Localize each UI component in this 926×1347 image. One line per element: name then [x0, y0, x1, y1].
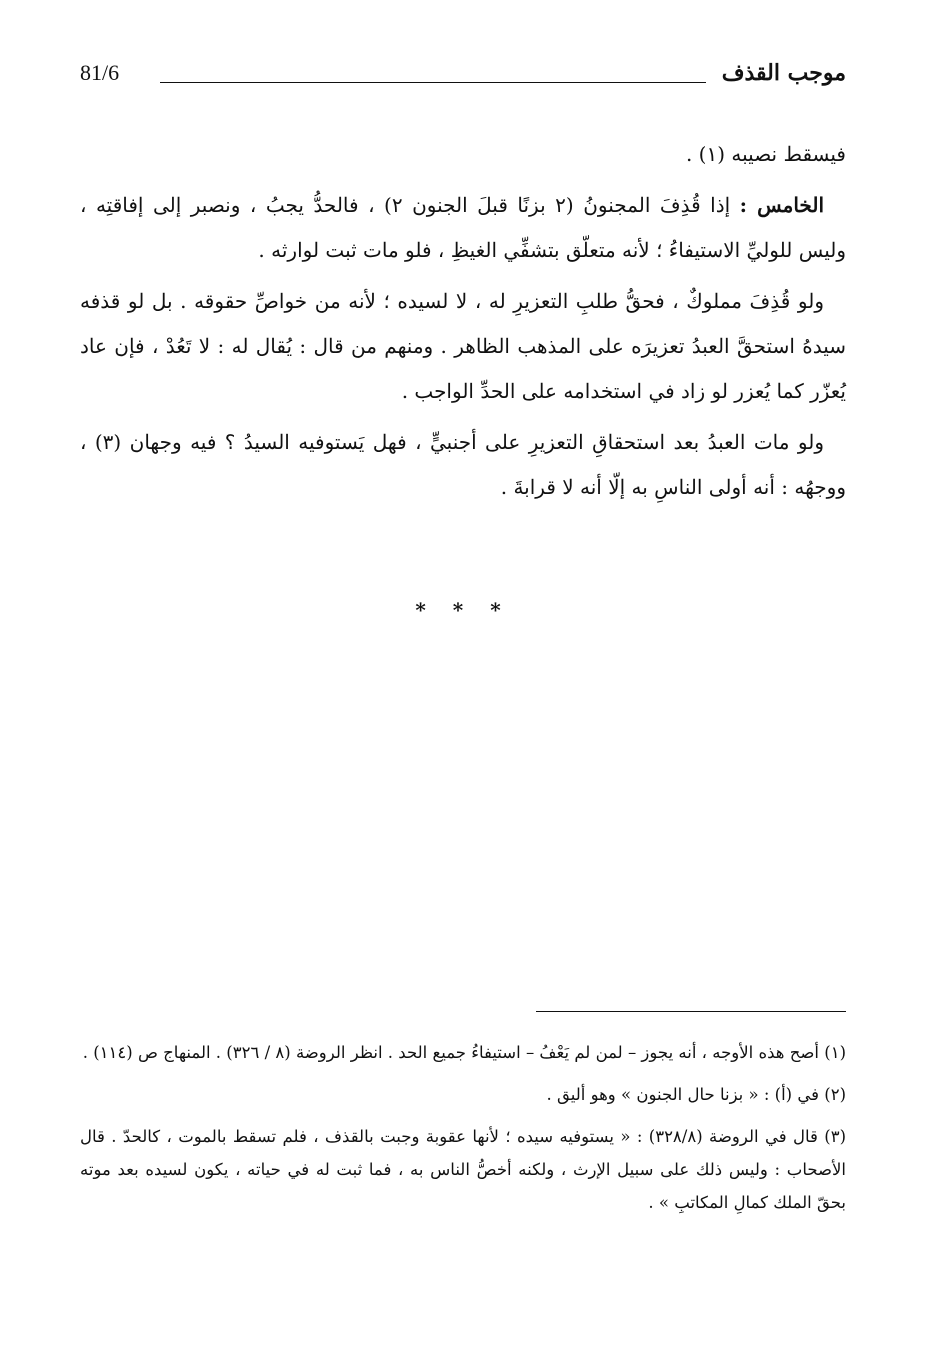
- main-text: [80, 132, 846, 516]
- footnote-1: (١) أصح هذه الأوجه ، أنه يجوز – لمن لم يَعْفُ – استيفاءُ جميع الحد . انظر الروضة (٨ / ٣٢٦) . المنهاج ص (١١٤) .: [82, 1043, 846, 1062]
- paragraph-1: فيسقط نصيبه (١) .: [685, 142, 846, 166]
- paragraph-2: [80, 183, 846, 273]
- footnotes: [80, 1036, 846, 1228]
- paragraph-2-lead: الخامس :: [739, 193, 824, 217]
- footnote-2: (٢) في (أ) : « بزنا حال الجنون » وهو أليق .: [546, 1085, 846, 1104]
- running-header: [80, 60, 846, 94]
- footnote-3: (٣) قال في الروضة (٣٢٨/٨) : « يستوفيه سيده ؛ لأنها عقوبة وجبت بالقذف ، فلم تسقط بالموت ، كالحدّ . قال الأصحاب : وليس ذلك على سبيل الإرث ، ولكنه أخصُّ الناس به ، فما ثبت له في حياته ، يكون لسيده بعد موته بحقّ الملك كمالِ المكاتبِ » .: [80, 1127, 846, 1212]
- header-rule: [160, 82, 706, 83]
- section-separator: * * *: [415, 598, 511, 622]
- paragraph-4: ولو مات العبدُ بعد استحقاقِ التعزيرِ على أجنبيٍّ ، فهل يَستوفيه السيدُ ؟ فيه وجهان (٣) ، ووجهُه : أنه أولى الناسِ به إلّا أنه لا قرابةَ .: [80, 430, 846, 499]
- page-number: 81/6: [80, 60, 120, 85]
- paragraph-2-text: إذا قُذِفَ المجنونُ (٢ بزنًا قبلَ الجنون ٢) ، فالحدُّ يجبُ ، ونصبر إلى إفاقتِه ، وليس للوليِّ الاستيفاءُ ؛ لأنه متعلّق بتشفِّي الغيظِ ، فلو مات ثبت لوارثه .: [80, 193, 846, 262]
- chapter-title: موجب القذف: [721, 60, 846, 86]
- footnote-rule: [536, 1011, 846, 1012]
- paragraph-3: ولو قُذِفَ مملوكٌ ، فحقُّ طلبِ التعزيرِ له ، لا لسيده ؛ لأنه من خواصِّ حقوقه . بل لو قذفه سيدهُ استحقَّ العبدُ تعزيرَه على المذهب الظاهر . ومنهم من قال : يُقال له : لا تَعُدْ ، فإن عاد يُعزّر كما يُعزر لو زاد في استخدامه على الحدِّ الواجب .: [80, 289, 846, 403]
